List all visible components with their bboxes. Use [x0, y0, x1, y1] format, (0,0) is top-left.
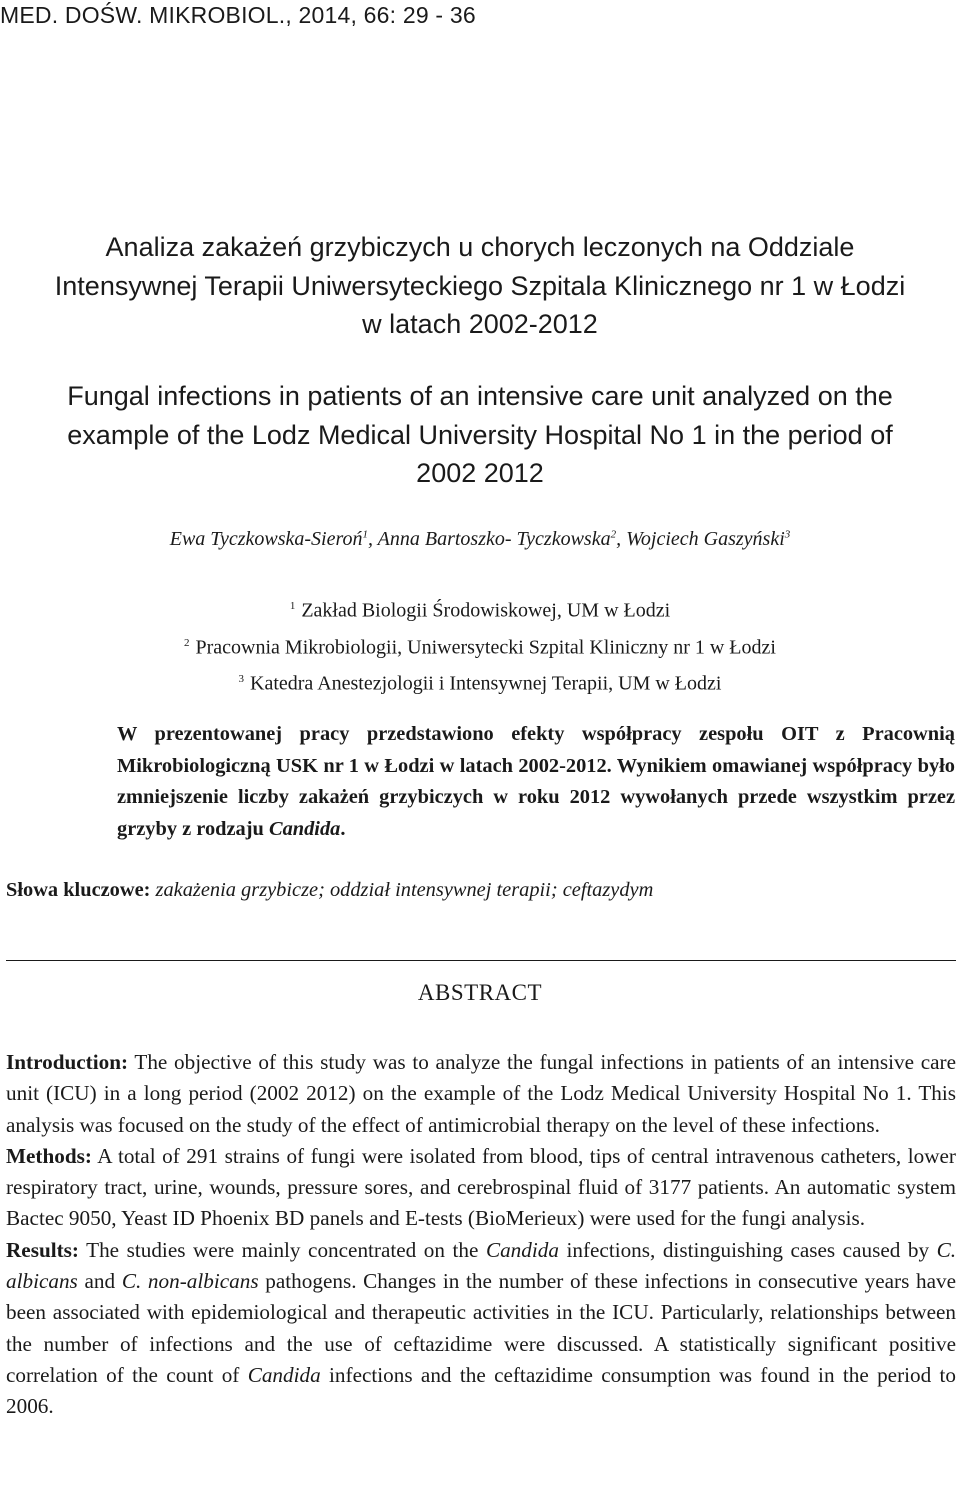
author-name: Anna Bartoszko- Tyczkowska — [377, 528, 611, 550]
affiliation-text: Zakład Biologii Środowiskowej, UM w Łodzi — [301, 599, 671, 622]
affiliation-text: Katedra Anestezjologii i Intensywnej Terapii, UM w Łodzi — [250, 672, 722, 695]
results-taxon: C. albicans — [6, 1237, 957, 1294]
author-affiliation-mark: 1 — [362, 528, 368, 541]
title-english-line: 2002 2012 — [416, 458, 544, 488]
affiliation-number: 2 — [184, 636, 190, 649]
author-name: Ewa Tyczkowska-Sieroń — [169, 528, 363, 550]
journal-citation-header: MED. DOŚW. MIKROBIOL., 2014, 66: 29 - 36 — [0, 2, 476, 28]
results-taxon: Candida — [247, 1362, 321, 1387]
author-separator: , — [616, 528, 627, 550]
title-english — [0, 377, 960, 493]
title-polish-line: w latach 2002-2012 — [362, 309, 598, 339]
abstract-results — [6, 1235, 956, 1423]
summary-end: . — [340, 817, 346, 840]
section-divider — [6, 960, 956, 961]
affiliation-text: Pracownia Mikrobiologii, Uniwersytecki Szpital Kliniczny nr 1 w Łodzi — [195, 636, 776, 659]
results-text: and — [84, 1269, 116, 1294]
results-text: infections, distinguishing cases caused by — [566, 1237, 930, 1262]
abstract-heading: ABSTRACT — [417, 980, 543, 1005]
title-polish-line: Analiza zakażeń grzybiczych u chorych leczonych na Oddziale — [105, 232, 855, 262]
affiliation-item — [0, 590, 960, 627]
author-affiliation-mark: 3 — [784, 528, 791, 541]
results-text: pathogens. Changes in the number of these infections in consecutive years have been associated with epidemiological and therapeutic activities in the ICU. Particularly, relationships between the number of infections and the use of ceftazidime were discussed. A statistically significant positive correlation of the count of — [6, 1269, 957, 1387]
methods-text: A total of 291 strains of fungi were isolated from blood, tips of central intravenous catheters, lower respiratory tract, urine, wounds, pressure sores, and cerebrospinal fluid of 3177 patients. An automatic system Bactec 9050, Yeast ID Phoenix BD panels and E-tests (BioMerieux) were used for the fungi analysis. — [6, 1143, 956, 1231]
title-english-line: Fungal infections in patients of an intensive care unit analyzed on the — [67, 381, 893, 411]
affiliation-list — [0, 590, 960, 700]
introduction-text: The objective of this study was to analyze the fungal infections in patients of an intensive care unit (ICU) in a long period (2002 2012) on the example of the Lodz Medical University Hospital No 1. This analysis was focused on the study of the effect of antimicrobial therapy on the level of these infections. — [6, 1050, 956, 1137]
title-polish — [0, 228, 960, 344]
author-affiliation-mark: 2 — [610, 528, 617, 541]
results-label: Results: — [6, 1237, 79, 1262]
abstract-introduction — [6, 1047, 956, 1141]
results-taxon: Candida — [485, 1237, 559, 1262]
abstract-body — [6, 1047, 956, 1423]
keywords-label: Słowa kluczowe: — [6, 879, 151, 901]
summary-genus: Candida — [268, 817, 341, 840]
author-separator: , — [368, 528, 378, 550]
polish-summary — [117, 719, 955, 845]
abstract-methods — [6, 1141, 956, 1235]
title-polish-line: Intensywnej Terapii Uniwersyteckiego Szpitala Klinicznego nr 1 w Łodzi — [54, 270, 906, 301]
results-text: The studies were mainly concentrated on the — [86, 1237, 479, 1262]
title-english-line: example of the Lodz Medical University Hospital No 1 in the period of — [67, 419, 893, 450]
results-taxon: C. non-albicans — [121, 1269, 259, 1294]
author-name: Wojciech Gaszyński — [626, 528, 785, 550]
keywords-text: zakażenia grzybicze; oddział intensywnej terapii; ceftazydym — [155, 879, 654, 901]
affiliation-item — [0, 663, 960, 700]
results-text: infections and the ceftazidime consumption was found in the period to 2006. — [6, 1362, 957, 1419]
introduction-label: Introduction: — [6, 1050, 129, 1074]
methods-label: Methods: — [6, 1143, 92, 1168]
summary-text: W prezentowanej pracy przedstawiono efekty współpracy zespołu OIT z Pracownią Mikrobiologiczną USK nr 1 w Łodzi w latach 2002-2012. Wynikiem omawianej współpracy było zmniejszenie liczby zakażeń grzybiczych w roku 2012 wywołanych przede wszystkim przez grzyby z rodzaju — [117, 723, 955, 840]
keywords-line — [6, 879, 653, 902]
affiliation-number: 1 — [289, 600, 296, 612]
affiliation-item — [0, 627, 960, 664]
author-list — [0, 528, 960, 551]
affiliation-number: 3 — [238, 673, 245, 686]
